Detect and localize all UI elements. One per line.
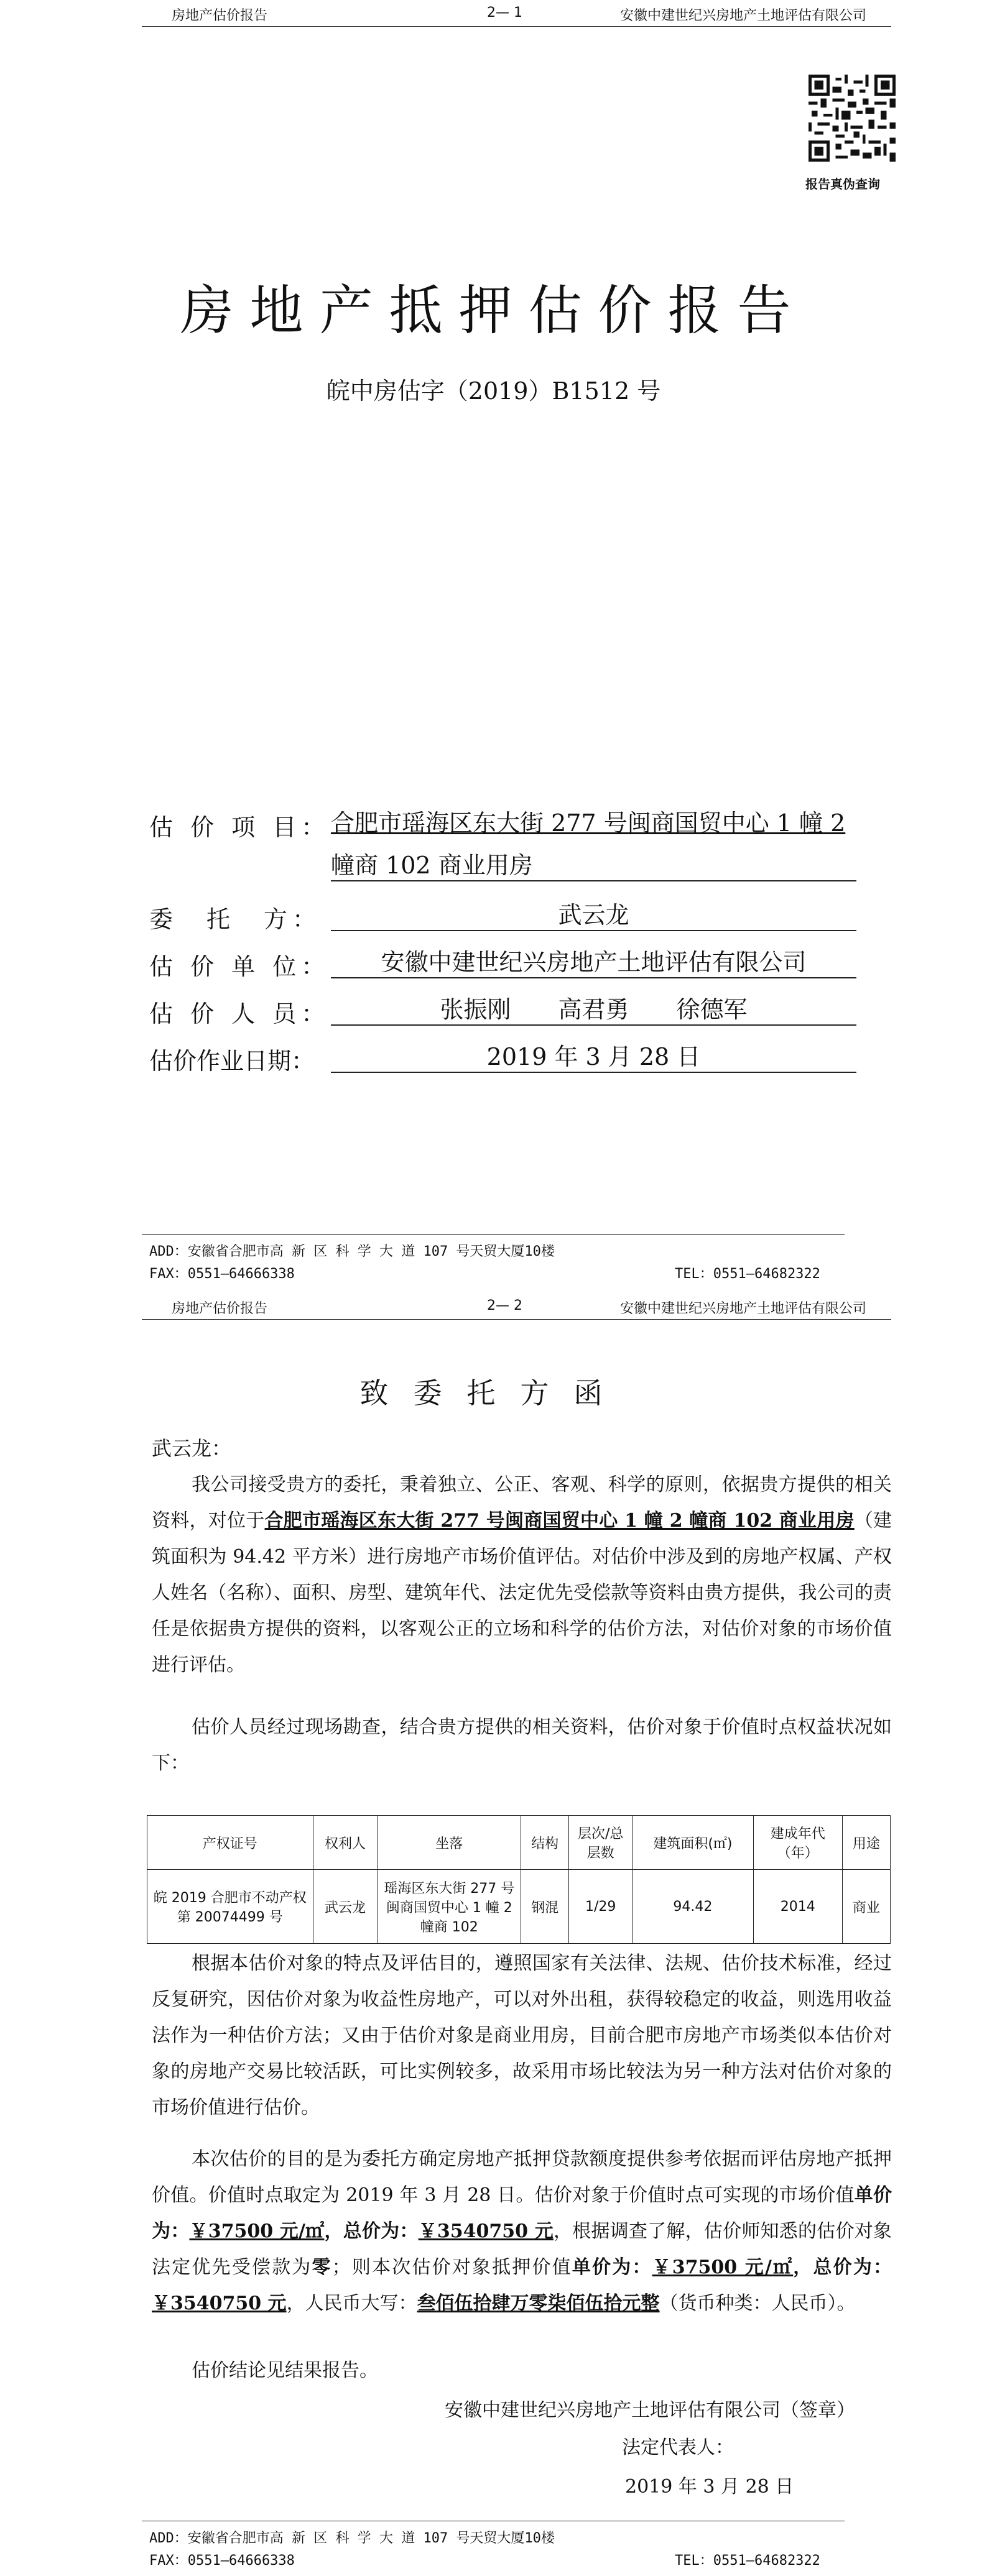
table-cell: 2014 <box>753 1870 842 1944</box>
paragraph-conclusion: 估价结论见结果报告。 <box>192 2360 378 2381</box>
field-appraisers-label: 估 价 人 员： <box>149 1000 330 1028</box>
table-cell: 1/29 <box>569 1870 633 1944</box>
header-report-type: 房地产估价报告 <box>172 8 268 24</box>
table-cell: 瑶海区东大街 277 号闽商国贸中心 1 幢 2 幢商 102 <box>378 1870 521 1944</box>
paragraph-valuation <box>152 2141 892 2322</box>
mortgage-total-price: ￥3540750 元 <box>152 2293 287 2314</box>
col-header: 结构 <box>521 1816 569 1870</box>
field-appraiser-org-value: 安徽中建世纪兴房地产土地评估有限公司 <box>331 947 856 978</box>
field-project-value-cont: 幢商 102 商业用房 <box>331 850 856 881</box>
report-number: 皖中房估字（2019）B1512 号 <box>326 377 661 405</box>
priority-claims: 零 <box>312 2256 332 2278</box>
header-company: 安徽中建世纪兴房地产土地评估有限公司 <box>619 8 866 24</box>
field-appraisers-value: 张振刚 高君勇 徐德军 <box>331 995 856 1026</box>
letter-page <box>0 1287 987 2576</box>
signature-representative: 法定代表人： <box>622 2437 734 2459</box>
col-header: 用途 <box>842 1816 890 1870</box>
footer-address: ADD：安徽省合肥市高 新 区 科 学 大 道 107 号天贸大厦10楼 <box>149 1244 555 1259</box>
field-project-label: 估 价 项 目： <box>149 814 330 841</box>
field-work-date-label: 估价作业日期： <box>149 1047 315 1075</box>
field-project-value: 合肥市瑶海区东大街 277 号闽商国贸中心 1 幢 2 <box>331 809 846 837</box>
report-title: 房地产抵押估价报告 <box>180 280 807 342</box>
salutation: 武云龙： <box>152 1437 232 1460</box>
table-cell: 皖 2019 合肥市不动产权第 20074499 号 <box>147 1870 313 1944</box>
footer-fax: FAX：0551—64666338 <box>149 2553 295 2569</box>
mortgage-unit-price: ￥37500 元/㎡ <box>652 2256 794 2278</box>
qr-code-icon[interactable] <box>809 75 896 162</box>
table-cell: 武云龙 <box>313 1870 378 1944</box>
amount-in-words: 叁佰伍拾肆万零柒佰伍拾元整 <box>417 2293 660 2314</box>
col-header: 层次/总层数 <box>569 1816 633 1870</box>
col-header: 坐落 <box>378 1816 521 1870</box>
table-cell: 商业 <box>842 1870 890 1944</box>
property-rights-table <box>147 1815 891 1944</box>
header-page-number: 2— 1 <box>487 5 522 21</box>
valuation-text: 本次估价的目的是为委托方确定房地产抵押贷款额度提供参考依据而评估房地产抵押价值。价值时点取定为 2019 年 3 月 28 日。估价对象于价值时点可实现的市场价值 <box>152 2148 892 2206</box>
field-appraiser-org-label: 估 价 单 位： <box>149 953 330 980</box>
total-price-label: ，总价为： <box>324 2220 419 2242</box>
col-header: 产权证号 <box>147 1816 313 1870</box>
footer-tel: TEL：0551—64682322 <box>675 2553 820 2569</box>
qr-caption: 报告真伪查询 <box>805 177 880 191</box>
paragraph-intro <box>152 1467 892 1683</box>
property-address: 合肥市瑶海区东大街 277 号闽商国贸中心 1 幢 2 幢商 102 商业用房 <box>264 1510 855 1532</box>
footer-address: ADD：安徽省合肥市高 新 区 科 学 大 道 107 号天贸大厦10楼 <box>149 2531 555 2546</box>
col-header: 建成年代（年） <box>753 1816 842 1870</box>
unit-price-label: 单价为： <box>572 2256 652 2278</box>
signature-company: 安徽中建世纪兴房地产土地评估有限公司（签章） <box>445 2399 855 2421</box>
market-unit-price: ￥37500 元/㎡ <box>189 2220 325 2242</box>
unit-price-label: 单价为： <box>152 2184 892 2242</box>
signature-date: 2019 年 3 月 28 日 <box>625 2476 794 2498</box>
field-client-value: 武云龙 <box>331 900 856 931</box>
report-cover-page <box>0 0 987 1287</box>
footer-divider <box>142 1234 845 1235</box>
page-header <box>142 1294 891 1320</box>
valuation-text: ，根据调查了解，估价师知悉的估价对象法定优先受偿款为 <box>152 2220 892 2278</box>
field-client-label: 委 托 方： <box>149 906 322 933</box>
intro-text-cont: （建筑面积为 94.42 平方米）进行房地产市场价值评估。对估价中涉及到的房地产权属、产权人姓名（名称）、面积、房型、建筑年代、法定优先受偿款等资料由贵方提供，我公司的责任是依据贵方提供的资料，以客观公正的立场和科学的估价方法，对估价对象的市场价值进行评估。 <box>152 1510 892 1676</box>
header-company: 安徽中建世纪兴房地产土地评估有限公司 <box>619 1301 866 1317</box>
total-price-label: ，总价为： <box>793 2256 892 2278</box>
valuation-text: ；则本次估价对象抵押价值 <box>331 2256 572 2278</box>
col-header: 权利人 <box>313 1816 378 1870</box>
table-row <box>147 1870 891 1944</box>
letter-title: 致委托方函 <box>359 1376 628 1410</box>
footer-fax: FAX：0551—64666338 <box>149 1266 295 1282</box>
col-header: 建筑面积(㎡) <box>633 1816 754 1870</box>
intro-text: 我公司接受贵方的委托，秉着独立、公正、客观、科学的原则，依据贵方提供的相关资料，对位于 <box>152 1474 892 1532</box>
valuation-text: （货币种类：人民币）。 <box>659 2293 856 2314</box>
table-cell: 94.42 <box>633 1870 754 1944</box>
table-header-row <box>147 1816 891 1870</box>
page-header <box>142 1 891 27</box>
paragraph-method: 根据本估价对象的特点及评估目的，遵照国家有关法律、法规、估价技术标准，经过反复研究，因估价对象为收益性房地产，可以对外出租，获得较稳定的收益，则选用收益法作为一种估价方法；又由于估价对象是商业用房，目前合肥市房地产市场类似本估价对象的房地产交易比较活跃，可比实例较多，故采用市场比较法为另一种方法对估价对象的市场价值进行估价。 <box>152 1953 892 2118</box>
market-total-price: ￥3540750 元 <box>418 2220 554 2242</box>
footer-tel: TEL：0551—64682322 <box>675 1266 820 1282</box>
header-page-number: 2— 2 <box>487 1298 522 1313</box>
valuation-text: ，人民币大写： <box>286 2293 417 2314</box>
field-work-date-value: 2019 年 3 月 28 日 <box>331 1042 856 1073</box>
paragraph-survey: 估价人员经过现场勘查，结合贵方提供的相关资料，估价对象于价值时点权益状况如下： <box>152 1716 892 1774</box>
table-cell: 钢混 <box>521 1870 569 1944</box>
header-report-type: 房地产估价报告 <box>172 1301 268 1317</box>
